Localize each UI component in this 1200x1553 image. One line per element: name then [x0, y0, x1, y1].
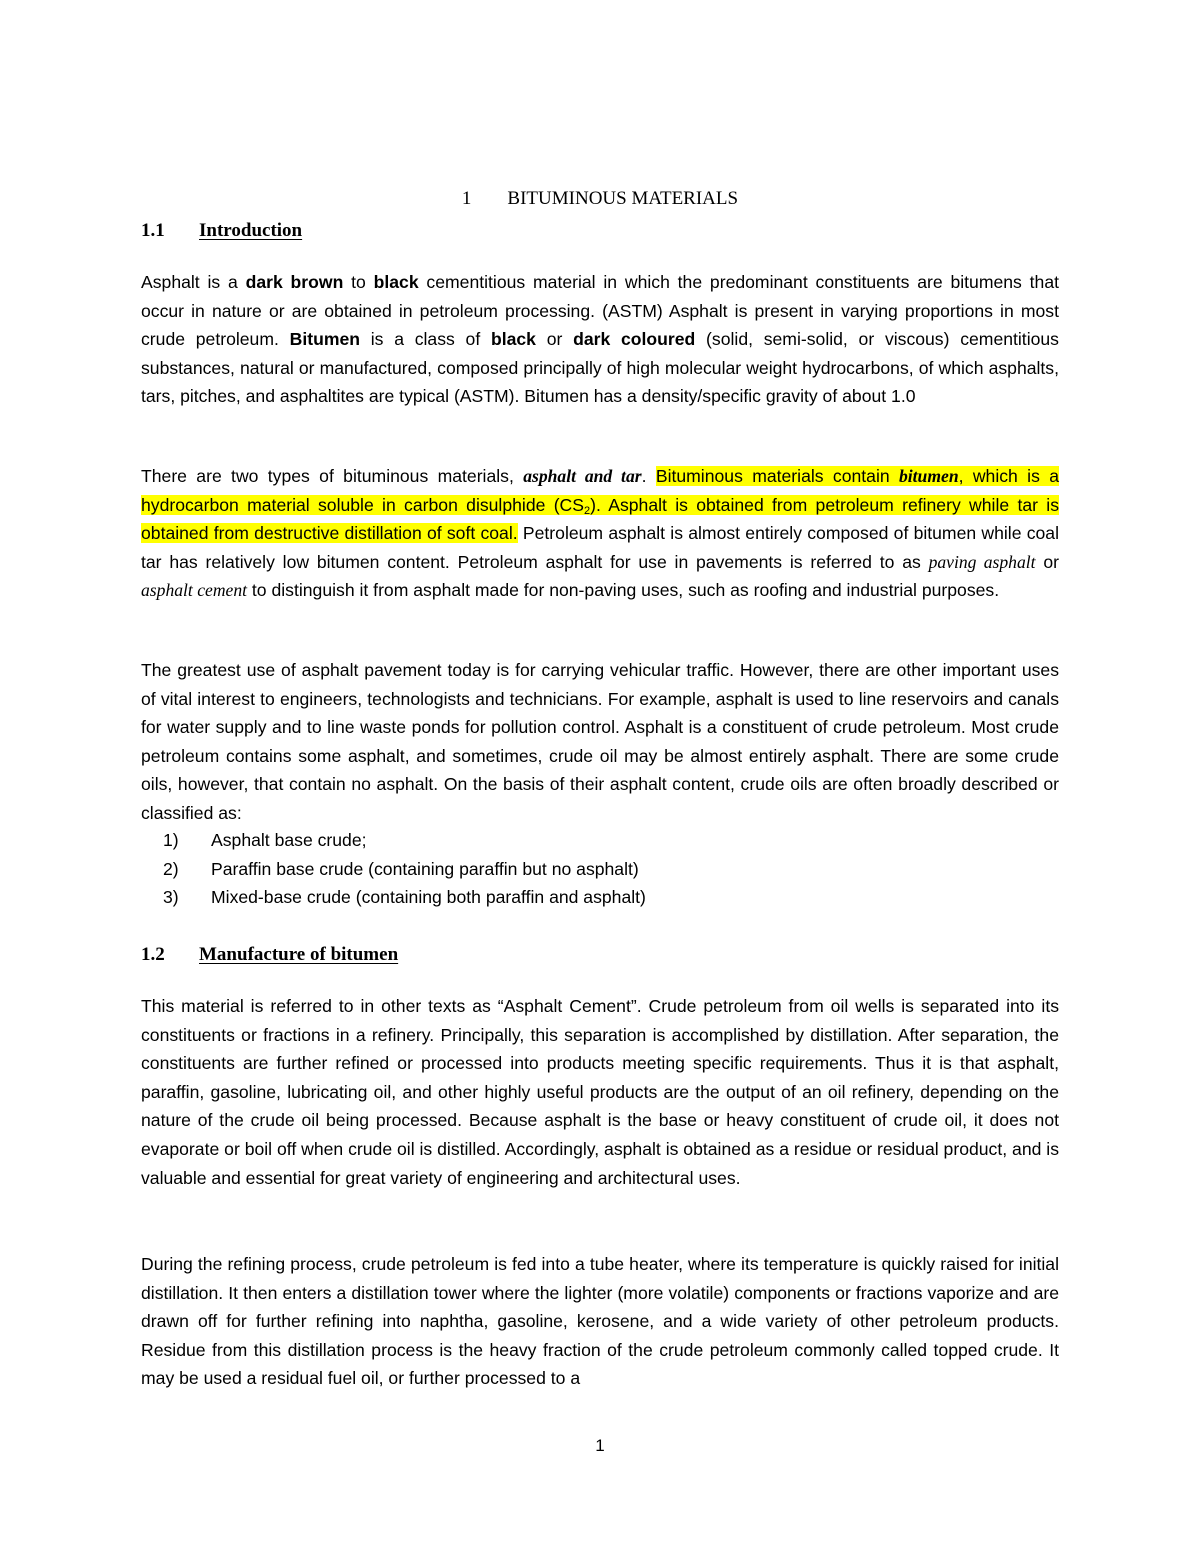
text-run: There are two types of bituminous materials,	[141, 466, 524, 486]
section-heading-manufacture	[141, 944, 398, 966]
bold-term: black	[490, 329, 536, 350]
text-run: or	[1035, 551, 1059, 572]
list-marker: 2)	[163, 858, 179, 879]
list-item	[163, 826, 646, 855]
paragraph-refining-process: During the refining process, crude petroleum is fed into a tube heater, where its temperature is quickly raised for initial distillation. It then enters a distillation tower where the lighter (more volatile) components or fractions vaporize and are drawn off for further refining into naphtha, gasoline, kerosene, and a wide variety of other petroleum products. Residue from this distillation process is the heavy fraction of the crude petroleum commonly called topped crude. It may be used a residual fuel oil, or further processed to a	[141, 1254, 1059, 1389]
paragraph-types-of-bituminous-materials	[141, 462, 1059, 605]
text-run: .	[641, 466, 656, 486]
text-run: cementitious material in which the predominant constituents are bitumens that occur in nature or are obtained in petroleum processing. (ASTM) Asphalt is present in varying proportions in most crude petroleum.	[141, 272, 1059, 350]
list-marker: 1)	[163, 830, 179, 850]
bold-term: Bitumen	[289, 329, 360, 350]
text-run: , which is a hydrocarbon material soluble in carbon disulphide (CS	[141, 466, 1059, 515]
list-item-text: Paraffin base crude (containing paraffin but no asphalt)	[211, 858, 639, 879]
section-number: 1.2	[141, 944, 165, 965]
text-run: to distinguish it from asphalt made for non-paving uses, such as roofing and industrial purposes.	[247, 580, 1000, 601]
list-item	[163, 883, 646, 912]
text-run: to	[343, 272, 374, 292]
text-run: ). Asphalt is obtained from petroleum refinery while tar is obtained from destructive distillation of soft coal.	[141, 494, 1060, 544]
emphasis-term: bitumen	[898, 466, 959, 486]
section-title: Manufacture of bitumen	[199, 944, 399, 965]
list-marker: 3)	[163, 887, 179, 908]
text-run: Petroleum asphalt is almost entirely composed of bitumen while coal tar has relatively low bitumen content. Petroleum asphalt for use in pavements is referred to as	[141, 523, 1059, 572]
list-item	[163, 855, 646, 884]
italic-term: asphalt cement	[141, 580, 248, 601]
bold-term: dark brown	[245, 272, 344, 292]
list-item-text: Asphalt base crude;	[211, 830, 367, 850]
text-run: (solid, semi-solid, or viscous) cementitious substances, natural or manufactured, composed principally of high molecular weight hydrocarbons, of which asphalts, tars, pitches, and asphaltites are typical (ASTM). Bitumen has a density/specific gravity of about 1.0	[141, 329, 1059, 407]
paragraph-manufacture-of-bitumen: This material is referred to in other texts as “Asphalt Cement”. Crude petroleum from oil wells is separated into its constituents or fractions in a refinery. Principally, this separation is accomplished by distillation. After separation, the constituents are further refined or processed into products meeting specific requirements. Thus it is that asphalt, paraffin, gasoline, lubricating oil, and other highly useful products are the output of an oil refinery, depending on the nature of the crude oil being processed. Because asphalt is the base or heavy constituent of crude oil, it does not evaporate or boil off when crude oil is distilled. Accordingly, asphalt is obtained as a residue or residual product, and is valuable and essential for great variety of engineering and architectural uses.	[141, 996, 1059, 1188]
paragraph-uses-of-asphalt: The greatest use of asphalt pavement today is for carrying vehicular traffic. However, there are other important uses of vital interest to engineers, technologists and technicians. For example, asphalt is used to line reservoirs and canals for water supply and to line waste ponds for pollution control. Asphalt is a constituent of crude petroleum. Most crude petroleum contains some asphalt, and sometimes, crude oil may be almost entirely asphalt. There are some crude oils, however, that contain no asphalt. On the basis of their asphalt content, crude oils are often broadly described or classified as:	[141, 660, 1059, 823]
subscript: 2	[584, 504, 591, 517]
list-item-text: Mixed-base crude (containing both paraffin and asphalt)	[211, 887, 646, 908]
chapter-title-text: BITUMINOUS MATERIALS	[507, 188, 739, 209]
emphasis-term: asphalt and tar	[523, 466, 642, 486]
italic-term: paving asphalt	[928, 551, 1036, 572]
text-run: is a class of	[360, 329, 491, 350]
crude-classification-list	[163, 826, 646, 912]
chapter-number: 1	[461, 188, 472, 209]
section-number: 1.1	[141, 220, 165, 241]
bold-term: black	[373, 272, 419, 292]
text-run: Asphalt is a	[141, 272, 246, 292]
paragraph-asphalt-definition	[141, 268, 1059, 411]
text-run: Bituminous materials contain	[655, 466, 899, 486]
page-number: 1	[595, 1436, 605, 1455]
section-title: Introduction	[199, 220, 303, 241]
bold-term: dark coloured	[573, 329, 696, 350]
section-heading-introduction	[141, 220, 302, 242]
chapter-title	[0, 188, 1200, 210]
text-run: or	[535, 329, 574, 350]
